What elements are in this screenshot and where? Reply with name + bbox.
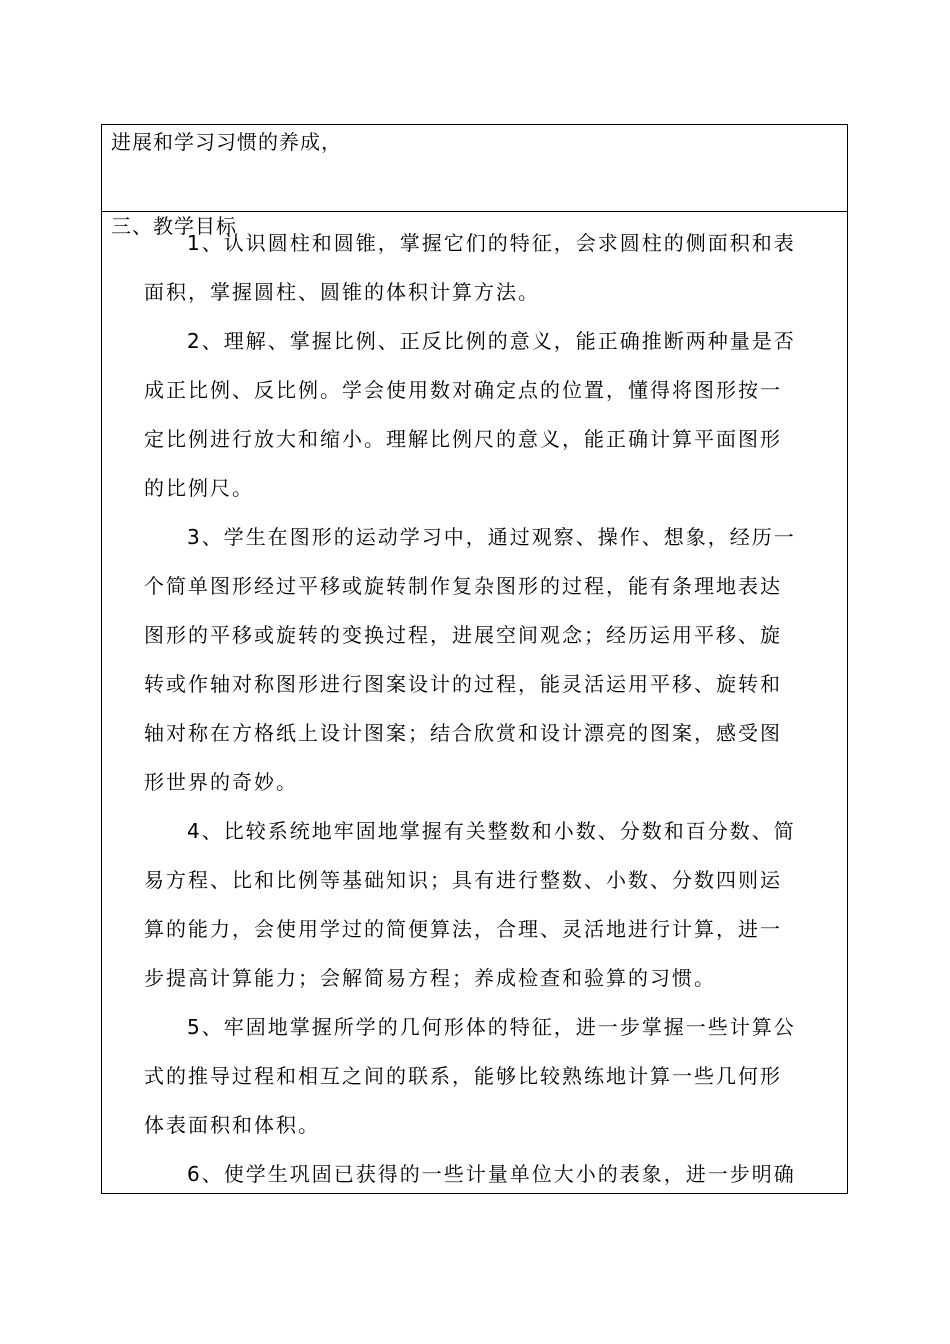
text-line: 转或作轴对称图形进行图案设计的过程，能灵活运用平移、旋转和 bbox=[144, 672, 782, 696]
text-line: 个简单图形经过平移或旋转制作复杂图形的过程，能有条理地表达 bbox=[144, 574, 782, 598]
text-line: 算的能力，会使用学过的简便算法，合理、灵活地进行计算，进一 bbox=[144, 917, 782, 941]
text-line: 面积，掌握圆柱、圆锥的体积计算方法。 bbox=[144, 280, 540, 304]
text-line: 步提高计算能力；会解简易方程；养成检查和验算的习惯。 bbox=[144, 966, 716, 990]
text-line: 1、认识圆柱和圆锥，掌握它们的特征，会求圆柱的侧面积和表 bbox=[187, 231, 796, 255]
text-line: 形世界的奇妙。 bbox=[144, 770, 298, 794]
text-line: 轴对称在方格纸上设计图案；结合欣赏和设计漂亮的图案，感受图 bbox=[144, 721, 782, 745]
text-line: 的比例尺。 bbox=[144, 476, 254, 500]
section-heading: 三、教学目标 bbox=[111, 214, 237, 238]
text-line: 易方程、比和比例等基础知识；具有进行整数、小数、分数四则运 bbox=[144, 868, 782, 892]
content-table bbox=[101, 124, 848, 1194]
text-line: 定比例进行放大和缩小。理解比例尺的意义，能正确计算平面图形 bbox=[144, 427, 782, 451]
text-line: 2、理解、掌握比例、正反比例的意义，能正确推断两种量是否 bbox=[187, 329, 796, 353]
text-line: 体表面积和体积。 bbox=[144, 1113, 320, 1137]
text-line: 4、比较系统地牢固地掌握有关整数和小数、分数和百分数、简 bbox=[187, 819, 796, 843]
cell-text: 进展和学习习惯的养成， bbox=[111, 130, 342, 154]
text-line: 6、使学生巩固已获得的一些计量单位大小的表象，进一步明确 bbox=[187, 1162, 796, 1186]
text-line: 3、学生在图形的运动学习中，通过观察、操作、想象，经历一 bbox=[187, 525, 796, 549]
table-cell-top bbox=[102, 125, 847, 212]
text-line: 5、牢固地掌握所学的几何形体的特征，进一步掌握一些计算公 bbox=[187, 1015, 796, 1039]
text-line: 式的推导过程和相互之间的联系，能够比较熟练地计算一些几何形 bbox=[144, 1064, 782, 1088]
text-line: 成正比例、反比例。学会使用数对确定点的位置，懂得将图形按一 bbox=[144, 378, 782, 402]
text-line: 图形的平移或旋转的变换过程，进展空间观念；经历运用平移、旋 bbox=[144, 623, 782, 647]
table-cell-teaching-objectives bbox=[102, 212, 847, 1195]
